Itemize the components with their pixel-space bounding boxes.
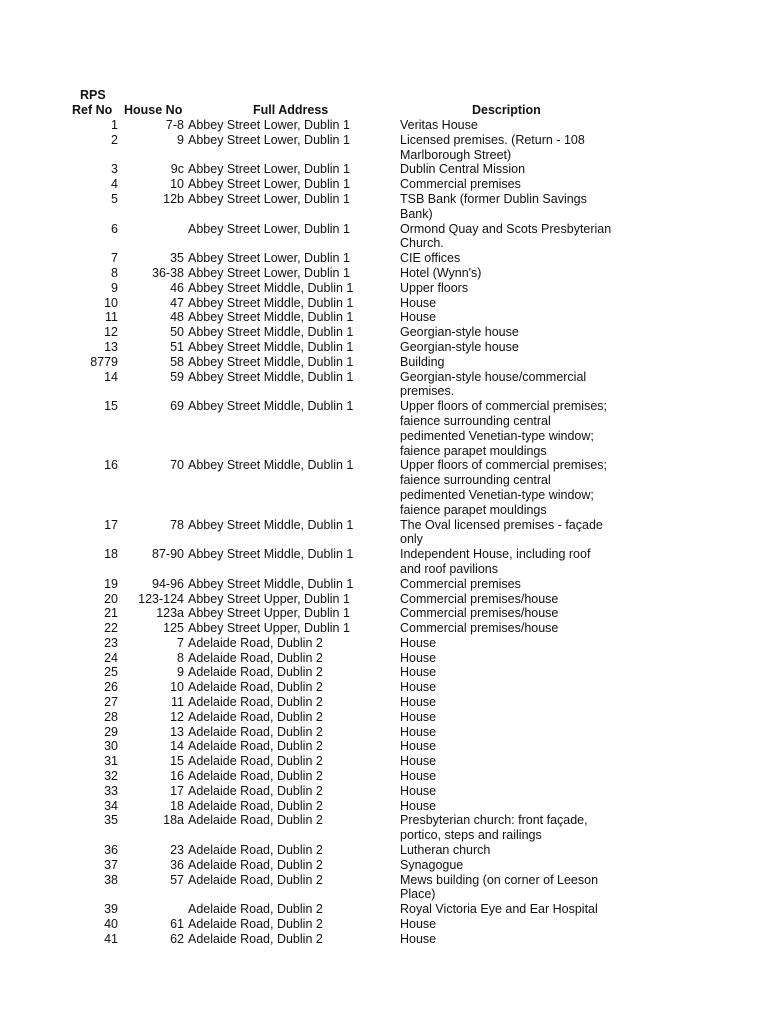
- ref-no-cell: 19: [104, 576, 118, 591]
- table-row: [0, 399, 768, 458]
- description-cell: [400, 695, 626, 710]
- description-line: House: [400, 798, 437, 813]
- description-cell: [400, 710, 626, 725]
- table-row: [0, 932, 768, 947]
- description-cell: [400, 355, 626, 370]
- house-no-cell: 8: [177, 650, 184, 665]
- address-cell: Abbey Street Lower, Dublin 1: [188, 265, 350, 280]
- table-row: [0, 813, 768, 843]
- description-line: Commercial premises/house: [400, 606, 559, 621]
- address-cell: Abbey Street Upper, Dublin 1: [188, 591, 350, 606]
- table-row: [0, 621, 768, 636]
- description-cell: [400, 281, 626, 296]
- description-cell: [400, 592, 626, 607]
- description-line: only: [400, 532, 423, 547]
- table-row: [0, 799, 768, 814]
- description-cell: [400, 725, 626, 740]
- description-line: Building: [400, 354, 445, 369]
- address-cell: Adelaide Road, Dublin 2: [188, 739, 323, 754]
- description-line: House: [400, 739, 437, 754]
- ref-no-cell: 20: [104, 591, 118, 606]
- table-row: [0, 162, 768, 177]
- description-cell: [400, 784, 626, 799]
- ref-no-cell: 17: [104, 517, 118, 532]
- table-row: [0, 281, 768, 296]
- ref-no-cell: 7: [111, 251, 118, 266]
- description-line: House: [400, 680, 437, 695]
- description-cell: [400, 680, 626, 695]
- table-row: [0, 754, 768, 769]
- description-line: Marlborough Street): [400, 147, 512, 162]
- address-cell: Adelaide Road, Dublin 2: [188, 695, 323, 710]
- ref-no-cell: 15: [104, 399, 118, 414]
- table-row: [0, 917, 768, 932]
- ref-no-cell: 39: [104, 902, 118, 917]
- description-cell: [400, 858, 626, 873]
- house-no-cell: 123-124: [138, 591, 184, 606]
- description-cell: [400, 813, 626, 843]
- ref-no-cell: 11: [105, 310, 118, 325]
- address-cell: Abbey Street Lower, Dublin 1: [188, 118, 350, 132]
- address-cell: Abbey Street Middle, Dublin 1: [188, 576, 354, 591]
- ref-no-cell: 40: [104, 917, 118, 932]
- description-line: faience surrounding central: [400, 473, 551, 488]
- description-cell: [400, 370, 626, 400]
- description-line: Commercial premises: [400, 576, 521, 591]
- ref-no-cell: 23: [104, 635, 118, 650]
- description-cell: [400, 296, 626, 311]
- house-no-cell: 14: [170, 739, 184, 754]
- description-cell: [400, 739, 626, 754]
- house-no-cell: 47: [170, 295, 184, 310]
- house-no-cell: 35: [170, 251, 184, 266]
- description-cell: [400, 251, 626, 266]
- description-cell: [400, 917, 626, 932]
- ref-no-cell: 27: [104, 695, 118, 710]
- table-row: [0, 725, 768, 740]
- house-no-cell: 62: [170, 931, 184, 946]
- ref-no-cell: 31: [104, 754, 118, 769]
- description-line: pedimented Venetian-type window;: [400, 487, 594, 502]
- description-cell: [400, 665, 626, 680]
- description-cell: [400, 340, 626, 355]
- description-line: House: [400, 709, 437, 724]
- description-cell: [400, 192, 626, 222]
- header-description: Description: [472, 103, 541, 117]
- description-cell: [400, 754, 626, 769]
- description-line: House: [400, 650, 437, 665]
- description-cell: [400, 118, 626, 133]
- description-line: Synagogue: [400, 857, 464, 872]
- table-row: [0, 370, 768, 400]
- description-cell: [400, 518, 626, 548]
- table-row: [0, 739, 768, 754]
- description-cell: [400, 577, 626, 592]
- table-body: [0, 118, 768, 947]
- address-cell: Abbey Street Middle, Dublin 1: [188, 517, 354, 532]
- description-line: House: [400, 917, 437, 932]
- description-line: Church.: [400, 236, 444, 251]
- description-line: The Oval licensed premises - façade: [400, 517, 603, 532]
- table-row: [0, 118, 768, 133]
- description-line: House: [400, 295, 437, 310]
- description-line: House: [400, 310, 437, 325]
- house-no-cell: 18a: [163, 813, 184, 828]
- address-cell: Abbey Street Middle, Dublin 1: [188, 354, 354, 369]
- description-line: Georgian-style house/commercial: [400, 369, 587, 384]
- description-line: faience parapet mouldings: [400, 443, 547, 458]
- ref-no-cell: 16: [104, 458, 118, 473]
- address-cell: Adelaide Road, Dublin 2: [188, 769, 323, 784]
- table-row: [0, 665, 768, 680]
- address-cell: Abbey Street Lower, Dublin 1: [188, 251, 350, 266]
- description-cell: [400, 843, 626, 858]
- description-cell: [400, 162, 626, 177]
- description-line: Upper floors of commercial premises;: [400, 399, 608, 414]
- ref-no-cell: 8779: [90, 354, 118, 369]
- header-full-address: Full Address: [253, 103, 329, 117]
- house-no-cell: 87-90: [152, 547, 184, 562]
- description-cell: [400, 799, 626, 814]
- description-line: House: [400, 783, 437, 798]
- table-row: [0, 784, 768, 799]
- table-row: [0, 651, 768, 666]
- description-cell: [400, 621, 626, 636]
- house-no-cell: 7-8: [165, 118, 184, 132]
- address-cell: Adelaide Road, Dublin 2: [188, 813, 323, 828]
- table-row: [0, 592, 768, 607]
- description-line: Licensed premises. (Return - 108: [400, 132, 585, 147]
- address-cell: Adelaide Road, Dublin 2: [188, 783, 323, 798]
- address-cell: Abbey Street Middle, Dublin 1: [188, 339, 354, 354]
- address-cell: Adelaide Road, Dublin 2: [188, 798, 323, 813]
- description-line: Place): [400, 887, 436, 902]
- ref-no-cell: 18: [104, 547, 118, 562]
- description-line: House: [400, 665, 437, 680]
- header-row-2: [0, 103, 768, 118]
- table-row: [0, 858, 768, 873]
- ref-no-cell: 32: [104, 769, 118, 784]
- description-line: Mews building (on corner of Leeson: [400, 872, 599, 887]
- house-no-cell: 57: [170, 872, 184, 887]
- house-no-cell: 12: [170, 709, 184, 724]
- ref-no-cell: 6: [111, 221, 118, 236]
- ref-no-cell: 30: [104, 739, 118, 754]
- address-cell: Abbey Street Lower, Dublin 1: [188, 191, 350, 206]
- ref-no-cell: 37: [104, 857, 118, 872]
- address-cell: Adelaide Road, Dublin 2: [188, 680, 323, 695]
- ref-no-cell: 8: [111, 265, 118, 280]
- house-no-cell: 46: [170, 280, 184, 295]
- description-cell: [400, 458, 626, 517]
- house-no-cell: 11: [171, 695, 184, 710]
- ref-no-cell: 21: [104, 606, 118, 621]
- ref-no-cell: 14: [104, 369, 118, 384]
- house-no-cell: 125: [163, 621, 184, 636]
- ref-no-cell: 26: [104, 680, 118, 695]
- table-row: [0, 192, 768, 222]
- table-row: [0, 458, 768, 517]
- house-no-cell: 16: [170, 769, 184, 784]
- description-line: Royal Victoria Eye and Ear Hospital: [400, 902, 598, 917]
- ref-no-cell: 9: [111, 280, 118, 295]
- table-row: [0, 769, 768, 784]
- address-cell: Adelaide Road, Dublin 2: [188, 709, 323, 724]
- house-no-cell: 9: [177, 132, 184, 147]
- address-cell: Abbey Street Lower, Dublin 1: [188, 221, 350, 236]
- ref-no-cell: 2: [111, 132, 118, 147]
- address-cell: Abbey Street Middle, Dublin 1: [188, 369, 354, 384]
- house-no-cell: 70: [170, 458, 184, 473]
- house-no-cell: 69: [170, 399, 184, 414]
- description-cell: [400, 769, 626, 784]
- description-line: faience parapet mouldings: [400, 502, 547, 517]
- address-cell: Adelaide Road, Dublin 2: [188, 635, 323, 650]
- description-line: House: [400, 695, 437, 710]
- table-row: [0, 518, 768, 548]
- description-line: Upper floors of commercial premises;: [400, 458, 608, 473]
- description-line: House: [400, 931, 437, 946]
- ref-no-cell: 38: [104, 872, 118, 887]
- address-cell: Abbey Street Middle, Dublin 1: [188, 310, 354, 325]
- ref-no-cell: 3: [111, 162, 118, 177]
- description-line: Veritas House: [400, 118, 478, 132]
- description-line: Bank): [400, 206, 433, 221]
- ref-no-cell: 22: [104, 621, 118, 636]
- address-cell: Adelaide Road, Dublin 2: [188, 724, 323, 739]
- ref-no-cell: 13: [104, 339, 118, 354]
- table-row: [0, 680, 768, 695]
- house-no-cell: 13: [170, 724, 184, 739]
- address-cell: Abbey Street Middle, Dublin 1: [188, 295, 354, 310]
- ref-no-cell: 28: [104, 709, 118, 724]
- house-no-cell: 17: [170, 783, 184, 798]
- house-no-cell: 61: [170, 917, 184, 932]
- table-row: [0, 547, 768, 577]
- address-cell: Adelaide Road, Dublin 2: [188, 917, 323, 932]
- description-cell: [400, 651, 626, 666]
- house-no-cell: 78: [170, 517, 184, 532]
- table-row: [0, 266, 768, 281]
- description-line: Commercial premises/house: [400, 591, 559, 606]
- table-row: [0, 177, 768, 192]
- description-cell: [400, 177, 626, 192]
- description-line: House: [400, 754, 437, 769]
- house-no-cell: 10: [170, 177, 184, 192]
- description-cell: [400, 932, 626, 947]
- description-cell: [400, 873, 626, 903]
- description-cell: [400, 325, 626, 340]
- house-no-cell: 9c: [170, 162, 184, 177]
- description-line: Commercial premises: [400, 177, 521, 192]
- address-cell: Adelaide Road, Dublin 2: [188, 902, 323, 917]
- description-line: Commercial premises/house: [400, 621, 559, 636]
- table-row: [0, 251, 768, 266]
- ref-no-cell: 10: [104, 295, 118, 310]
- description-line: House: [400, 769, 437, 784]
- table-row: [0, 902, 768, 917]
- description-line: pedimented Venetian-type window;: [400, 428, 594, 443]
- house-no-cell: 36: [170, 857, 184, 872]
- description-line: House: [400, 635, 437, 650]
- description-line: House: [400, 724, 437, 739]
- ref-no-cell: 4: [111, 177, 118, 192]
- table-row: [0, 340, 768, 355]
- house-no-cell: 9: [177, 665, 184, 680]
- house-no-cell: 15: [170, 754, 184, 769]
- address-cell: Abbey Street Upper, Dublin 1: [188, 606, 350, 621]
- ref-no-cell: 24: [104, 650, 118, 665]
- address-cell: Abbey Street Middle, Dublin 1: [188, 399, 354, 414]
- ref-no-cell: 36: [104, 843, 118, 858]
- description-line: Upper floors: [400, 280, 469, 295]
- house-no-cell: 123a: [156, 606, 184, 621]
- address-cell: Adelaide Road, Dublin 2: [188, 931, 323, 946]
- table-row: [0, 606, 768, 621]
- description-line: Independent House, including roof: [400, 547, 591, 562]
- description-cell: [400, 902, 626, 917]
- description-line: Georgian-style house: [400, 325, 519, 340]
- address-cell: Adelaide Road, Dublin 2: [188, 665, 323, 680]
- house-no-cell: 51: [170, 339, 184, 354]
- description-line: Dublin Central Mission: [400, 162, 526, 177]
- address-cell: Abbey Street Middle, Dublin 1: [188, 325, 354, 340]
- address-cell: Abbey Street Lower, Dublin 1: [188, 132, 350, 147]
- house-no-cell: 58: [170, 354, 184, 369]
- house-no-cell: 18: [170, 798, 184, 813]
- house-no-cell: 10: [170, 680, 184, 695]
- header-house-no: House No: [124, 103, 183, 117]
- header-ref-no: Ref No: [72, 103, 113, 117]
- table-row: [0, 843, 768, 858]
- address-cell: Adelaide Road, Dublin 2: [188, 843, 323, 858]
- table-row: [0, 873, 768, 903]
- description-line: Georgian-style house: [400, 339, 519, 354]
- description-cell: [400, 547, 626, 577]
- address-cell: Abbey Street Lower, Dublin 1: [188, 177, 350, 192]
- table-row: [0, 636, 768, 651]
- description-line: faience surrounding central: [400, 413, 551, 428]
- header-row-1: [0, 88, 768, 103]
- ref-no-cell: 5: [111, 191, 118, 206]
- description-cell: [400, 310, 626, 325]
- address-cell: Abbey Street Middle, Dublin 1: [188, 458, 354, 473]
- ref-no-cell: 25: [104, 665, 118, 680]
- address-cell: Abbey Street Middle, Dublin 1: [188, 547, 354, 562]
- description-cell: [400, 606, 626, 621]
- house-no-cell: 50: [170, 325, 184, 340]
- house-no-cell: 48: [170, 310, 184, 325]
- description-line: portico, steps and railings: [400, 828, 542, 843]
- description-cell: [400, 133, 626, 163]
- ref-no-cell: 35: [104, 813, 118, 828]
- address-cell: Adelaide Road, Dublin 2: [188, 857, 323, 872]
- house-no-cell: 7: [177, 635, 184, 650]
- ref-no-cell: 34: [104, 798, 118, 813]
- house-no-cell: 59: [170, 369, 184, 384]
- table-row: [0, 325, 768, 340]
- description-line: Hotel (Wynn's): [400, 265, 482, 280]
- ref-no-cell: 29: [104, 724, 118, 739]
- record-table: [0, 88, 768, 947]
- table-row: [0, 695, 768, 710]
- ref-no-cell: 41: [104, 931, 118, 946]
- description-line: Presbyterian church: front façade,: [400, 813, 588, 828]
- ref-no-cell: 12: [104, 325, 118, 340]
- description-cell: [400, 266, 626, 281]
- address-cell: Adelaide Road, Dublin 2: [188, 754, 323, 769]
- address-cell: Abbey Street Upper, Dublin 1: [188, 621, 350, 636]
- description-line: CIE offices: [400, 251, 461, 266]
- house-no-cell: 23: [170, 843, 184, 858]
- description-cell: [400, 399, 626, 458]
- table-row: [0, 133, 768, 163]
- table-row: [0, 355, 768, 370]
- table-row: [0, 310, 768, 325]
- address-cell: Abbey Street Lower, Dublin 1: [188, 162, 350, 177]
- description-line: and roof pavilions: [400, 561, 498, 576]
- table-row: [0, 222, 768, 252]
- header-rps: RPS: [80, 88, 106, 102]
- table-row: [0, 577, 768, 592]
- description-line: premises.: [400, 384, 455, 399]
- address-cell: Adelaide Road, Dublin 2: [188, 872, 323, 887]
- description-cell: [400, 636, 626, 651]
- table-row: [0, 296, 768, 311]
- house-no-cell: 36-38: [152, 265, 184, 280]
- house-no-cell: 12b: [163, 191, 184, 206]
- ref-no-cell: 33: [104, 783, 118, 798]
- description-cell: [400, 222, 626, 252]
- description-line: Lutheran church: [400, 843, 491, 858]
- address-cell: Adelaide Road, Dublin 2: [188, 650, 323, 665]
- address-cell: Abbey Street Middle, Dublin 1: [188, 280, 354, 295]
- ref-no-cell: 1: [111, 118, 118, 132]
- description-line: TSB Bank (former Dublin Savings: [400, 191, 587, 206]
- description-line: Ormond Quay and Scots Presbyterian: [400, 221, 612, 236]
- house-no-cell: 94-96: [152, 576, 184, 591]
- table-row: [0, 710, 768, 725]
